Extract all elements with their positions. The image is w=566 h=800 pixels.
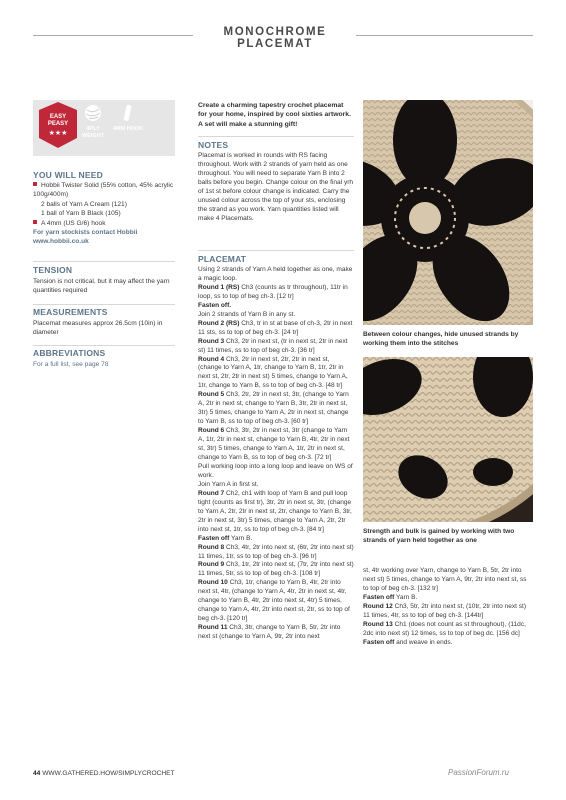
weight-label: 4PLY WEIGHT (82, 126, 104, 139)
difficulty-stars: ★★★ (48, 130, 68, 137)
round-10: Round 10 Ch3, 1tr, change to Yarn B, 4tr, 2tr into next st, 4tr, (change to Yarn A, 4tr, 2tr in next st, 4tr, change to Yarn B, 4tr, 2tr into next st, 4tr) 5 times, change to Yarn A, 4tr, 2tr into next st, 2tr, ss to top of beg ch-3. [120 tr] (198, 579, 350, 623)
need-list (33, 181, 183, 247)
need-heading: YOU WILL NEED (33, 170, 103, 180)
watermark: PassionForum.ru (448, 768, 509, 777)
header-rule-left (33, 35, 193, 36)
tension-text: Tension is not critical, but it may affect the yarn quantities required (33, 278, 170, 295)
final-fasten-off: Fasten off and weave in ends. (363, 638, 453, 646)
round-11: Round 11 Ch3, 3tr, change to Yarn B, 5tr, 2tr into next st (change to Yarn A, 9tr, 2tr into next (198, 624, 341, 641)
round-5: Round 5 Ch3, 2tr, 2tr in next st, 3tr, (change to Yarn A, 2tr in next st, change to Yarn B, 3tr, 2tr in next st, 3tr) 5 times, change to Yarn A, 2tr in next st, change to Yarn B, ss to top of beg ch-3. [60 tr] (198, 391, 349, 426)
round-13: Round 13 Ch1 (does not count as st throughout), (11dc, 2dc into next st) 12 times, ss to top of beg dc. [156 dc] (363, 620, 526, 637)
placemat-photo-top (363, 100, 533, 325)
need-item: A 4mm (US G/6) hook (33, 219, 183, 228)
divider (33, 261, 175, 262)
hook-label: 4MM HOOK (112, 126, 144, 132)
tension-heading: TENSION (33, 265, 73, 275)
detail-illustration (363, 357, 533, 522)
difficulty-badge (37, 100, 79, 150)
placemat-photo-detail (363, 357, 533, 522)
need-item: 2 balls of Yarn A Cream (121) (41, 200, 127, 208)
pattern-intro: Using 2 strands of Yarn A held together as one, make a magic loop. (198, 266, 353, 282)
need-item: Hobbii Twister Solid (55% cotton, 45% acrylic 100g/400m) (33, 182, 174, 199)
crochet-hook-icon (122, 103, 134, 128)
page-number: 44 (33, 770, 41, 777)
pull-loop: Pull working loop into a long loop and leave on WS of work. (198, 462, 353, 479)
divider (198, 250, 354, 251)
round-7: Round 7 Ch2, ch1 with loop of Yarn B and pull loop tight (counts as first tr), 3tr, 2tr in next st, 3tr, (change to Yarn A, 2tr, 2tr in next st, 2tr, change to Yarn B, 3tr, 2tr in next st, 3tr) 5 times, change to Yarn A, 2tr, 2tr into next st, 1tr, ss to top of beg ch-3. [84 tr] (198, 489, 352, 533)
round-12: Round 12 Ch3, 5tr, 2tr into next st, (10tr, 2tr into next st) 11 times, 4tr, ss to top of beg ch-3. [144tr] (363, 602, 527, 619)
photo-caption-1: Between colour changes, hide unused strands by working them into the stitches (363, 331, 519, 348)
footer (33, 770, 175, 777)
difficulty-label: EASY PEASY (47, 114, 69, 127)
header-rule-right (356, 35, 533, 36)
measurements-heading: MEASUREMENTS (33, 307, 108, 317)
footer-url[interactable]: WWW.GATHERED.HOW/SIMPLYCROCHET (42, 770, 175, 777)
placemat-illustration (363, 100, 533, 325)
round-9: Round 9 Ch3, 1tr, 2tr into next st, (7tr, 2tr into next st) 11 times, 5tr, ss to top of beg ch-3. [108 tr] (198, 561, 354, 578)
notes-text: Placemat is worked in rounds with RS facing throughout. Work with 2 strands of yarn held as one throughout. You will need to separate Yarn B into 2 balls before you begin. Change colour on the final yrh of 1st st before colour change is indicated. Carry the unused colour across the top of your sts, enclosing the strand as you work. Yarn quantities listed will make 4 Placemats. (198, 152, 354, 222)
divider (33, 345, 175, 346)
round-8: Round 8 Ch3, 4tr, 2tr into next st, (6tr, 2tr into next st) 11 times, 1tr, ss to top of beg ch-3. [96 tr] (198, 543, 354, 560)
pattern-text (198, 266, 354, 642)
photo-caption-2: Strength and bulk is gained by working with two strands of yarn held together as one (363, 528, 515, 545)
join-yarn-b: Join 2 strands of Yarn B in any st. (198, 310, 296, 318)
fasten-off-b: Fasten off Yarn B. (198, 534, 253, 542)
divider (198, 136, 354, 137)
abbreviations-text: For a full list, see page 78 (33, 361, 109, 368)
join-yarn-a: Join Yarn A in first st. (198, 480, 259, 488)
round-4: Round 4 Ch3, 2tr in next st, 2tr, 2tr in next st, (change to Yarn A, 1tr, change to Yarn B, 1tr, 2tr in next st, 2tr, 2tr in next st) 5 times, change to Yarn A, 1tr, change to Yarn B, ss to top of beg ch-3. [48 tr] (198, 355, 348, 390)
divider (33, 304, 175, 305)
fasten-off: Fasten off. (198, 301, 232, 309)
round-11-continued: st, 4tr working over Yarn, change to Yarn B, 5tr, 2tr into next st) 5 times, change to Yarn A, 9tr, 2tr into next st, ss to top of beg ch-3. [132 tr] (363, 567, 527, 592)
measurements-text: Placemat measures approx 26.5cm (10in) in diameter (33, 320, 163, 337)
pattern-text-continued (363, 567, 533, 648)
fasten-off-b2: Fasten off Yarn B. (363, 593, 418, 601)
abbreviations-heading: ABBREVIATIONS (33, 348, 106, 358)
placemat-heading: PLACEMAT (198, 254, 247, 264)
page-title: MONOCHROME PLACEMAT (223, 26, 327, 50)
round-1: Round 1 (RS) Ch3 (counts as tr throughout), 11tr in loop, ss to top of beg ch-3. [12 tr] (198, 283, 348, 300)
round-6: Round 6 Ch3, 3tr, 2tr in next st, 3tr (change to Yarn A, 1tr, 2tr in next st, change to Yarn B, 4tr, 2tr in next st, 3tr) 5 times, change to Yarn A, 1tr, 2tr in next st, change to Yarn B, ss to top of beg ch-3. [72 tr] (198, 427, 350, 462)
round-2: Round 2 (RS) Ch3, tr in st at base of ch-3, 2tr in next 11 sts, ss to top of beg ch-3. [24 tr] (198, 319, 353, 336)
need-item: 1 ball of Yarn B Black (105) (41, 210, 121, 218)
round-3: Round 3 Ch3, 2tr in next st, (tr in next st, 2tr in next st) 11 times, ss to top of beg ch-3. [36 tr] (198, 337, 348, 354)
stockists-text: For yarn stockists contact Hobbii www.hobbii.co.uk (33, 229, 138, 246)
intro-text: Create a charming tapestry crochet placemat for your home, inspired by cool sixties artwork. A set will make a stunning gift! (198, 102, 351, 128)
notes-heading: NOTES (198, 140, 229, 150)
yarn-ball-icon (84, 104, 102, 127)
